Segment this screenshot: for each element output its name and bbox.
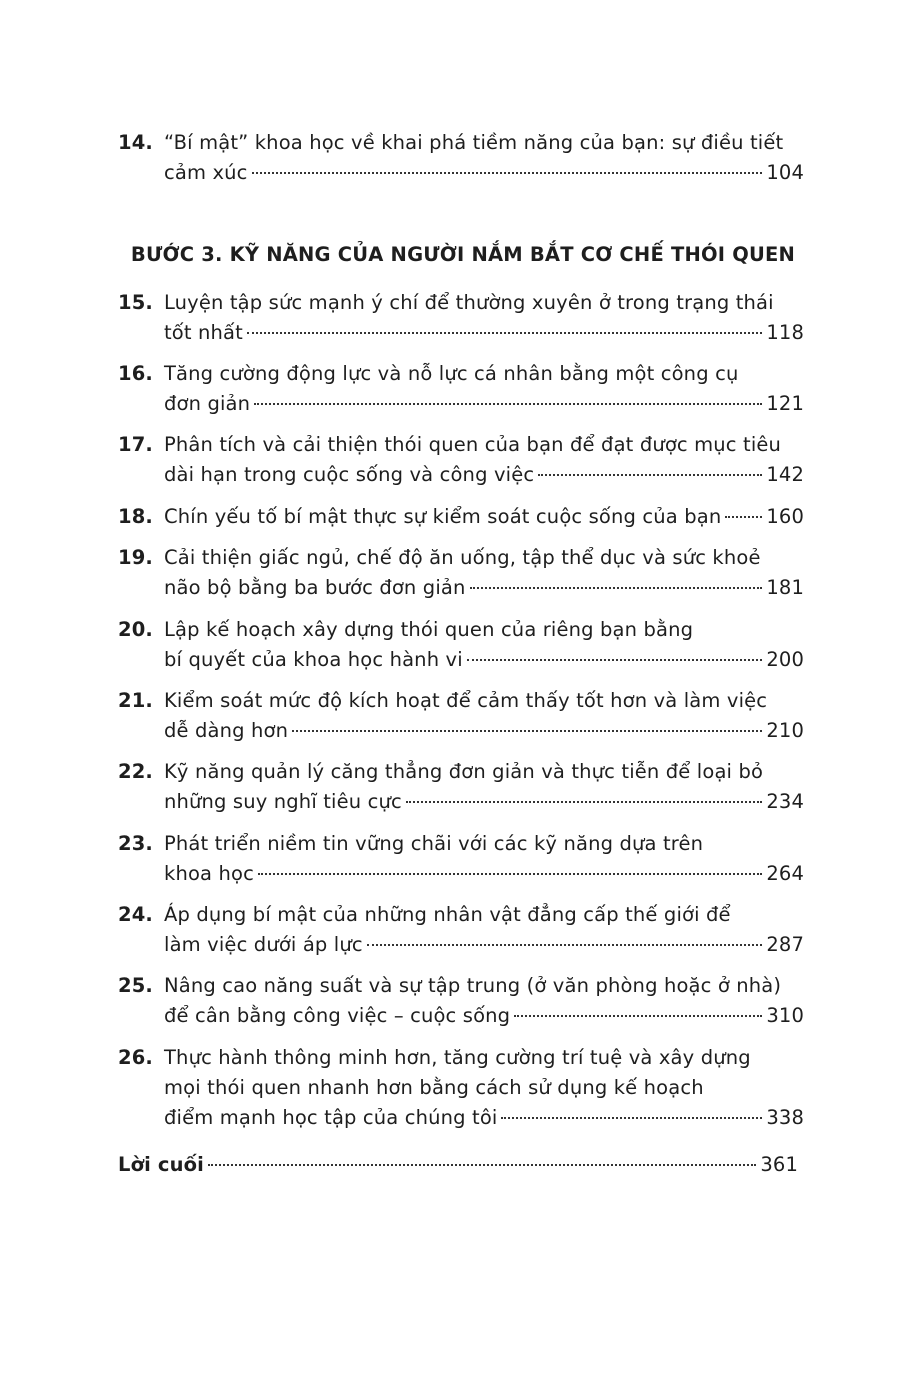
chapter-number: 18. [118, 505, 153, 528]
dot-leader [367, 944, 763, 946]
chapter-title-line: não bộ bằng ba bước đơn giản [164, 576, 466, 599]
chapter-title-line: Tăng cường động lực và nỗ lực cá nhân bằng một công cụ [164, 362, 739, 385]
chapter-number: 16. [118, 362, 153, 385]
chapter-number: 20. [118, 618, 153, 641]
chapter-title-line: dễ dàng hơn [164, 719, 289, 742]
page-number: 104 [766, 161, 804, 184]
chapter-title-line: Lập kế hoạch xây dựng thói quen của riêng bạn bằng [164, 618, 694, 641]
chapter-title-line: Kiểm soát mức độ kích hoạt để cảm thấy tốt hơn và làm việc [164, 689, 768, 712]
dot-leader [252, 172, 763, 174]
dot-leader [514, 1015, 762, 1017]
page-number: 210 [766, 719, 804, 742]
chapter-title-line: khoa học [164, 862, 254, 885]
chapter-title-line: điểm mạnh học tập của chúng tôi [164, 1106, 498, 1129]
dot-leader [725, 516, 762, 518]
page-number: 287 [766, 933, 804, 956]
chapter-title-line: dài hạn trong cuộc sống và công việc [164, 463, 535, 486]
page-number: 361 [760, 1153, 798, 1176]
page-number: 264 [766, 862, 804, 885]
page-number: 338 [766, 1106, 804, 1129]
page-number: 200 [766, 648, 804, 671]
chapter-title-line: làm việc dưới áp lực [164, 933, 363, 956]
dot-leader [406, 801, 762, 803]
page-number: 160 [766, 505, 804, 528]
chapter-number: 17. [118, 433, 153, 456]
toc-entry-21[interactable] [118, 686, 804, 746]
chapter-title-line: cảm xúc [164, 161, 248, 184]
chapter-title-line: “Bí mật” khoa học về khai phá tiềm năng của bạn: sự điều tiết [164, 131, 784, 154]
chapter-number: 19. [118, 546, 153, 569]
chapter-title-line: Thực hành thông minh hơn, tăng cường trí tuệ và xây dựng [164, 1046, 751, 1069]
chapter-title-line: để cân bằng công việc – cuộc sống [164, 1004, 511, 1027]
toc-entry-afterword[interactable] [118, 1150, 798, 1180]
dot-leader [208, 1164, 756, 1166]
chapter-number: 21. [118, 689, 153, 712]
toc-entry-15[interactable] [118, 288, 804, 348]
chapter-title-line: Phân tích và cải thiện thói quen của bạn để đạt được mục tiêu [164, 433, 782, 456]
toc-entry-16[interactable] [118, 359, 804, 419]
chapter-title-line: bí quyết của khoa học hành vi [164, 648, 463, 671]
dot-leader [292, 730, 762, 732]
toc-entry-18[interactable] [118, 502, 804, 532]
afterword-title: Lời cuối [118, 1153, 205, 1176]
chapter-number: 22. [118, 760, 153, 783]
chapter-number: 15. [118, 291, 153, 314]
page-number: 310 [766, 1004, 804, 1027]
toc-entry-14[interactable] [118, 128, 804, 188]
dot-leader [254, 403, 762, 405]
dot-leader [247, 332, 762, 334]
chapter-number: 25. [118, 974, 153, 997]
toc-entry-19[interactable] [118, 543, 804, 603]
dot-leader [258, 873, 762, 875]
section-heading: BƯỚC 3. KỸ NĂNG CỦA NGƯỜI NẮM BẮT CƠ CHẾ THÓI QUEN [130, 243, 796, 266]
chapter-number: 24. [118, 903, 153, 926]
chapter-number: 23. [118, 832, 153, 855]
chapter-title-line: Chín yếu tố bí mật thực sự kiểm soát cuộc sống của bạn [164, 505, 722, 528]
chapter-title-line: mọi thói quen nhanh hơn bằng cách sử dụng kế hoạch [164, 1076, 704, 1099]
dot-leader [501, 1117, 762, 1119]
chapter-title-line: tốt nhất [164, 321, 243, 344]
toc-entry-20[interactable] [118, 615, 804, 675]
chapter-number: 14. [118, 131, 153, 154]
dot-leader [467, 659, 763, 661]
chapter-number: 26. [118, 1046, 153, 1069]
page-number: 121 [766, 392, 804, 415]
chapter-title-line: những suy nghĩ tiêu cực [164, 790, 402, 813]
toc-entry-24[interactable] [118, 900, 804, 960]
toc-entry-22[interactable] [118, 757, 804, 817]
toc-entry-23[interactable] [118, 829, 804, 889]
toc-entry-17[interactable] [118, 430, 804, 490]
chapter-title-line: Luyện tập sức mạnh ý chí để thường xuyên ở trong trạng thái [164, 291, 774, 314]
page-number: 118 [766, 321, 804, 344]
toc-entry-25[interactable] [118, 971, 804, 1031]
chapter-title-line: Kỹ năng quản lý căng thẳng đơn giản và thực tiễn để loại bỏ [164, 760, 764, 783]
dot-leader [470, 587, 763, 589]
chapter-title-line: Cải thiện giấc ngủ, chế độ ăn uống, tập thể dục và sức khoẻ [164, 546, 761, 569]
page-number: 181 [766, 576, 804, 599]
chapter-title-line: Nâng cao năng suất và sự tập trung (ở văn phòng hoặc ở nhà) [164, 974, 782, 997]
chapter-title-line: đơn giản [164, 392, 251, 415]
page-number: 142 [766, 463, 804, 486]
chapter-title-line: Phát triển niềm tin vững chãi với các kỹ năng dựa trên [164, 832, 704, 855]
page-number: 234 [766, 790, 804, 813]
dot-leader [538, 474, 762, 476]
chapter-title-line: Áp dụng bí mật của những nhân vật đẳng cấp thế giới để [164, 903, 731, 926]
toc-entry-26[interactable] [118, 1043, 804, 1133]
